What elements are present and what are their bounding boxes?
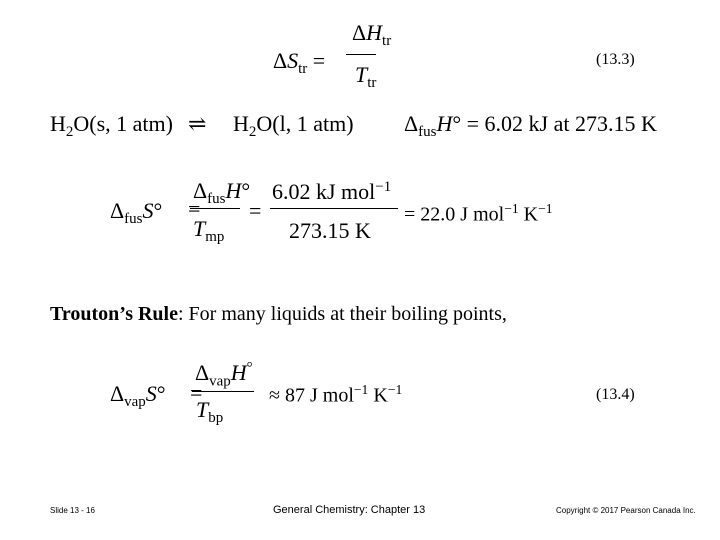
enthalpy-symbol: H	[366, 20, 383, 45]
equals-sign: =	[188, 196, 201, 221]
footer-course-title: General Chemistry: Chapter 13	[273, 504, 426, 516]
slide-number: Slide 13 - 16	[50, 506, 95, 515]
trouton-rule-label: Trouton’s Rule	[50, 303, 178, 325]
vaporization-denominator: $T_{bp}$	[196, 397, 224, 427]
subscript: tr	[367, 75, 377, 92]
fusion-value-denominator: 273.15 K	[289, 218, 371, 243]
delta-symbol: Δ	[352, 20, 367, 45]
subscript: tr	[382, 33, 392, 50]
fusion-value-numerator: 6.02 kJ mol$^{-1}$	[272, 179, 392, 205]
vaporization-entropy-lhs: $\Delta_{vap}S^\circ$	[110, 381, 166, 411]
fusion-entropy-result: = 22.0 J mol$^{-1}$ $K^{-1}$	[404, 201, 553, 226]
fraction-bar	[190, 208, 240, 209]
subscript: tr	[298, 61, 308, 78]
vaporization-numerator: $\Delta_{vap}H^\circ$	[195, 360, 253, 390]
equals-sign: =	[312, 48, 326, 73]
fraction-bar	[192, 391, 254, 392]
vaporization-entropy-value: ≈ 87 J mol$^{-1}$ $K^{-1}$	[269, 382, 403, 407]
equation-number: (13.4)	[596, 386, 635, 403]
equilibrium-arrow-icon: ⇌	[188, 111, 207, 136]
fraction-bar	[270, 208, 398, 209]
entropy-symbol: S	[287, 48, 299, 73]
eq13-3-lhs	[273, 50, 325, 77]
equals-sign: =	[190, 380, 203, 405]
fusion-denominator: $T_{mp}$	[193, 216, 225, 246]
eq13-3-denominator	[355, 64, 376, 91]
trouton-rule-text: : For many liquids at their boiling points,	[177, 303, 507, 325]
fusion-numerator: $\Delta_{fus}H^\circ$	[193, 178, 251, 208]
temperature-symbol: T	[355, 62, 368, 87]
product: $H_2O(l$, 1 atm)	[233, 111, 354, 141]
fusion-enthalpy-value: $\Delta_{fus}H^\circ = 6.02$ kJ at 273.15 K	[404, 111, 657, 141]
equation-number: (13.3)	[596, 51, 635, 68]
fusion-entropy-lhs: $\Delta_{fus}S^\circ$	[110, 198, 163, 228]
delta-symbol: Δ	[273, 48, 288, 73]
equals-sign: =	[249, 198, 262, 223]
eq13-3-numerator	[352, 22, 391, 49]
reactant: $H_2O(s$, 1 atm)	[50, 111, 173, 141]
copyright-notice: Copyright © 2017 Pearson Canada Inc.	[556, 506, 696, 515]
trouton-rule-statement	[50, 304, 507, 324]
fraction-bar	[346, 54, 376, 55]
